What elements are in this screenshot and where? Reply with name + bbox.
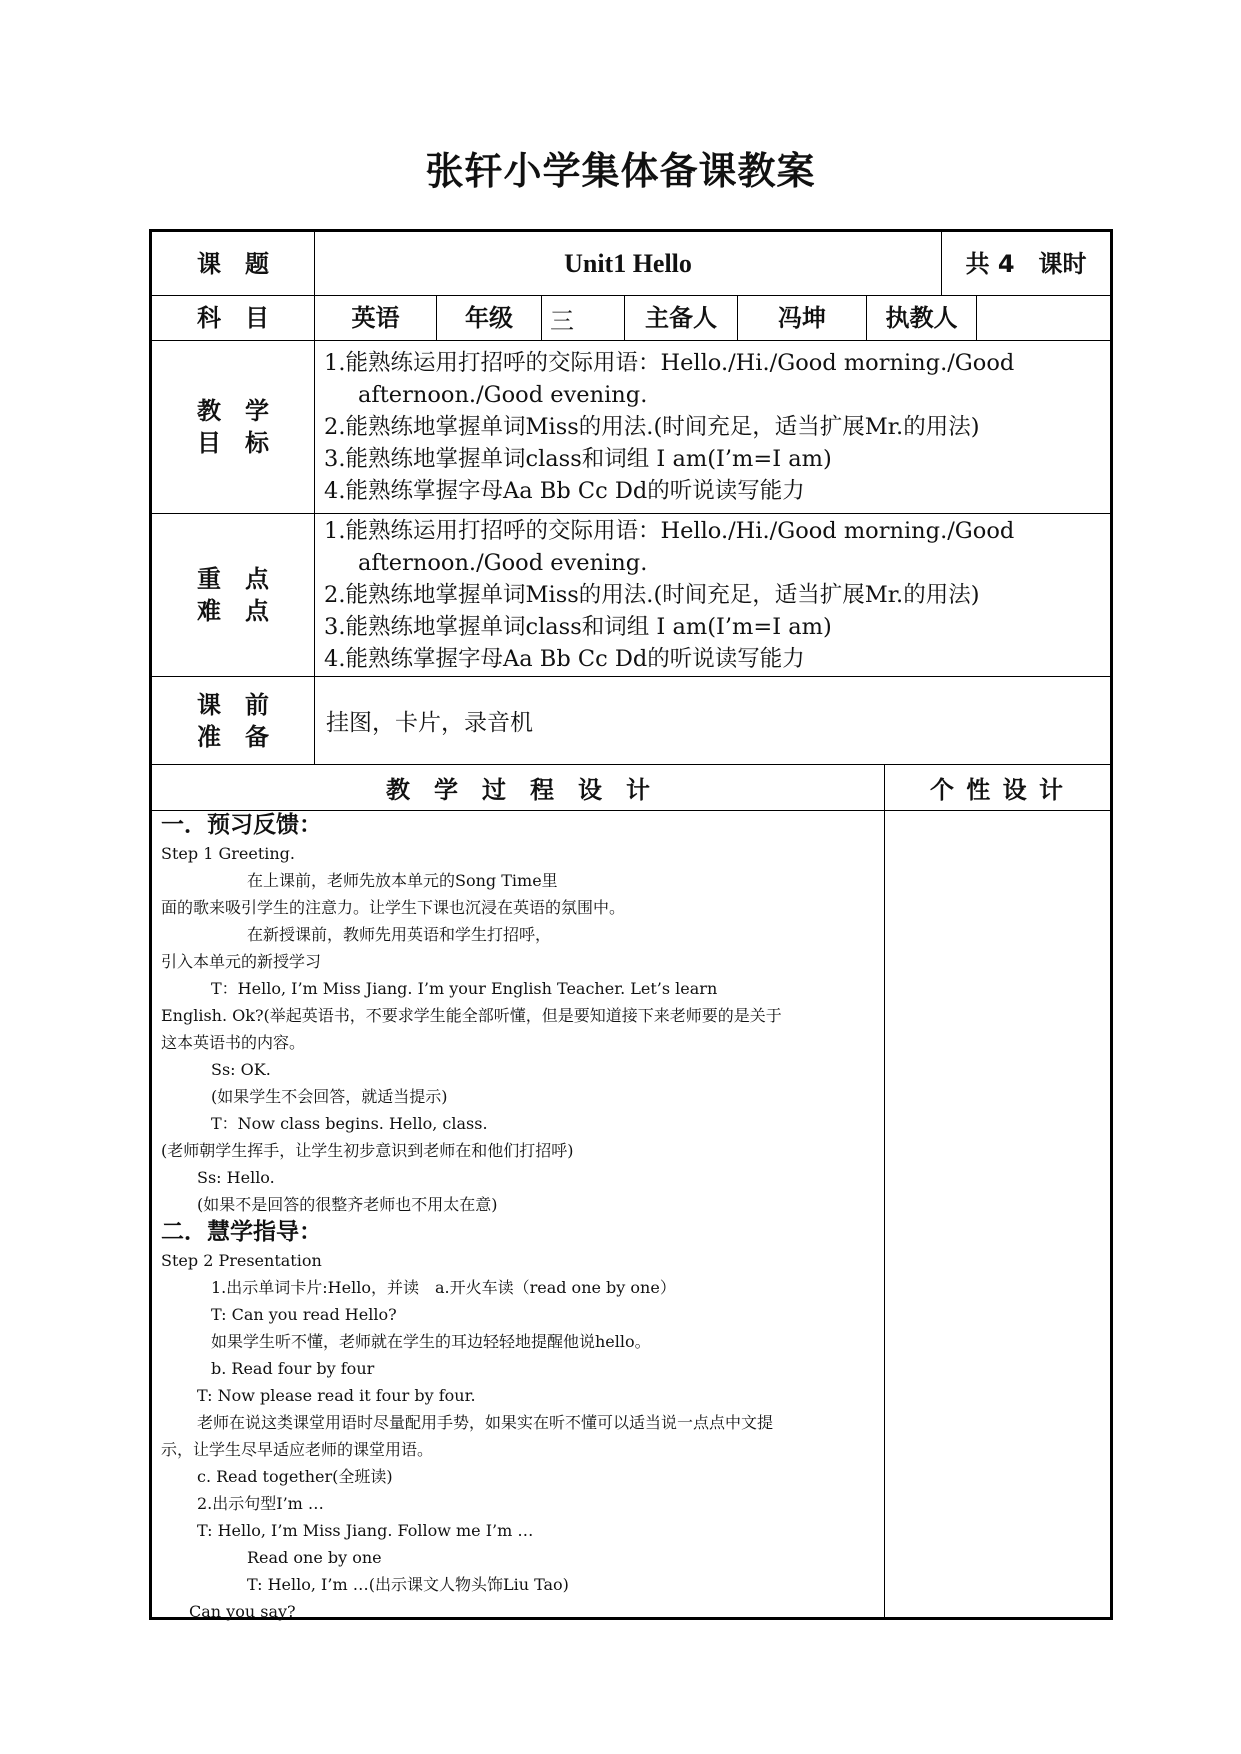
keypoints-label: 重 点 难 点 <box>197 565 269 625</box>
section-heading: 一．预习反馈： <box>161 812 322 838</box>
page-title: 张轩小学集体备课教案 <box>425 149 816 193</box>
keypoints-content <box>324 514 1110 676</box>
subject-label: 科 目 <box>197 304 269 332</box>
process-line: 2.出示句型I’m … <box>197 1494 324 1513</box>
process-line: c. Read together(全班读) <box>197 1467 393 1486</box>
process-line: 面的歌来吸引学生的注意力。让学生下课也沉浸在英语的氛围中。 <box>161 898 626 917</box>
topic-label: 课 题 <box>197 249 269 278</box>
process-line: T: Now please read it four by four. <box>197 1386 476 1405</box>
process-line: (如果学生不会回答，就适当提示) <box>211 1087 448 1106</box>
col-divider <box>884 764 885 1620</box>
section-heading: 二．慧学指导： <box>161 1219 322 1245</box>
process-line: 如果学生听不懂，老师就在学生的耳边轻轻地提醒他说hello。 <box>211 1332 651 1351</box>
process-content <box>161 811 881 1625</box>
process-line: Ss: OK. <box>211 1060 271 1079</box>
keypoint-line: 1.能熟练运用打招呼的交际用语：Hello./Hi./Good morning./Good <box>324 518 1015 544</box>
goals-label: 教 学 目 标 <box>197 397 269 457</box>
process-line: English. Ok?(举起英语书，不要求学生能全部听懂，但是要知道接下来老师要的是关于 <box>161 1006 782 1025</box>
col-divider <box>541 295 542 340</box>
goal-line: 2.能熟练地掌握单词Miss的用法.(时间充足，适当扩展Mr.的用法) <box>324 414 980 440</box>
process-line: 这本英语书的内容。 <box>161 1033 306 1052</box>
lead-label: 主备人 <box>645 304 717 332</box>
prep-value: 挂图，卡片，录音机 <box>326 710 533 736</box>
process-line: b. Read four by four <box>211 1359 375 1378</box>
subject-value: 英语 <box>351 304 400 332</box>
teacher-label: 执教人 <box>885 304 958 332</box>
process-line: 在上课前，老师先放本单元的Song Time里 <box>247 871 558 890</box>
process-line: T: Hello, I’m …(出示课文人物头饰Liu Tao) <box>247 1575 569 1594</box>
grade-value: 三 <box>550 306 574 335</box>
process-line: 引入本单元的新授学习 <box>161 952 322 971</box>
prep-label: 课 前 准 备 <box>197 690 269 751</box>
process-header: 教 学 过 程 设 计 <box>386 776 650 804</box>
process-line: T：Now class begins. Hello, class. <box>211 1114 488 1133</box>
topic-value: Unit1 Hello <box>564 248 692 278</box>
process-line: 老师在说这类课堂用语时尽量配用手势，如果实在听不懂可以适当说一点点中文提 <box>197 1413 774 1432</box>
process-line: Can you say? <box>189 1602 296 1621</box>
goal-line: 3.能熟练地掌握单词class和词组 I am(I’m=I am) <box>324 446 832 472</box>
process-line: Read one by one <box>247 1548 382 1567</box>
goal-line: 1.能熟练运用打招呼的交际用语：Hello./Hi./Good morning./Good <box>324 350 1015 376</box>
process-line: (老师朝学生挥手，让学生初步意识到老师在和他们打招呼) <box>161 1141 574 1160</box>
process-line: T：Hello, I’m Miss Jiang. I’m your English Teacher. Let’s learn <box>211 979 718 998</box>
teacher-value <box>977 296 1110 340</box>
lead-value: 冯坤 <box>778 304 826 332</box>
grade-label: 年级 <box>465 304 513 332</box>
goals-content <box>324 341 1110 513</box>
goal-line: 4.能熟练掌握字母Aa Bb Cc Dd的听说读写能力 <box>324 478 805 504</box>
keypoint-line: afternoon./Good evening. <box>358 550 648 576</box>
periods-value: 共 4 课时 <box>965 249 1087 278</box>
keypoint-line: 3.能熟练地掌握单词class和词组 I am(I’m=I am) <box>324 614 832 640</box>
process-line: Step 1 Greeting. <box>161 844 295 863</box>
goal-line: afternoon./Good evening. <box>358 382 648 408</box>
process-line: Ss: Hello. <box>197 1168 275 1187</box>
process-line: 在新授课前，教师先用英语和学生打招呼， <box>247 925 552 944</box>
process-line: T: Hello, I’m Miss Jiang. Follow me I’m … <box>197 1521 534 1540</box>
personal-design-header: 个 性 设 计 <box>929 776 1066 804</box>
process-line: 1.出示单词卡片:Hello，并读 a.开火车读（read one by one） <box>211 1278 676 1297</box>
keypoint-line: 4.能熟练掌握字母Aa Bb Cc Dd的听说读写能力 <box>324 646 805 672</box>
process-line: Step 2 Presentation <box>161 1251 322 1270</box>
process-line: T: Can you read Hello? <box>211 1305 397 1324</box>
process-line: (如果不是回答的很整齐老师也不用太在意) <box>197 1195 498 1214</box>
keypoint-line: 2.能熟练地掌握单词Miss的用法.(时间充足，适当扩展Mr.的用法) <box>324 582 980 608</box>
process-line: 示，让学生尽早适应老师的课堂用语。 <box>161 1440 434 1459</box>
